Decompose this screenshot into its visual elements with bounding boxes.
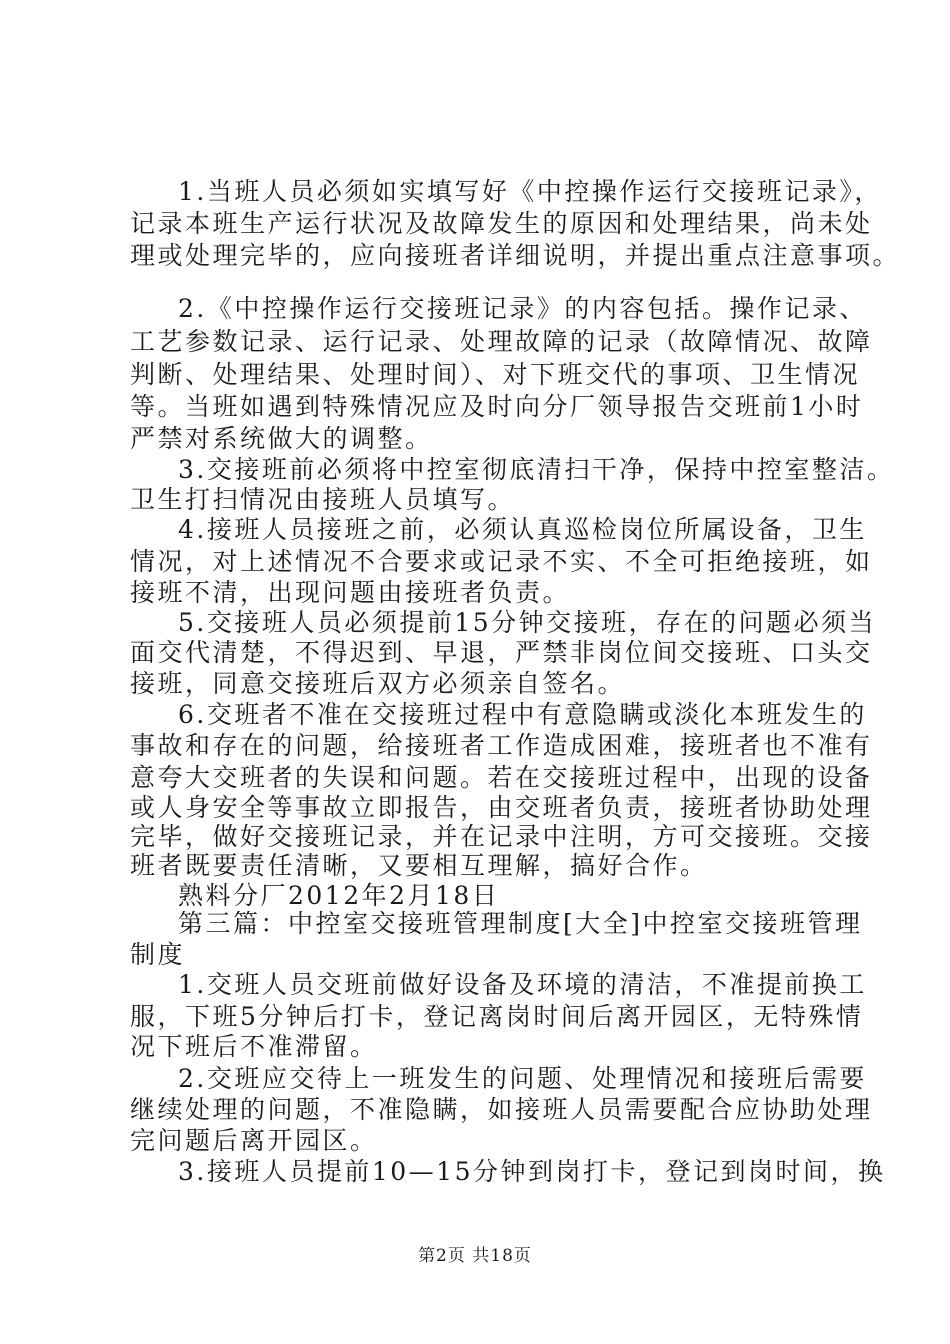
text-line: 4.接班人员接班之前，必须认真巡检岗位所属设备，卫生 — [178, 515, 867, 544]
text-line: 况下班后不准滞留。 — [130, 1032, 378, 1061]
text-line: 面交代清楚，不得迟到、早退，严禁非岗位间交接班、口头交 — [130, 638, 873, 667]
text-line: 3.接班人员提前10—15分钟到岗打卡，登记到岗时间，换 — [178, 1157, 886, 1186]
text-line: 判断、处理结果、处理时间）、对下班交代的事项、卫生情况 — [130, 360, 861, 389]
text-line: 熟料分厂2012年2月18日 — [178, 881, 500, 910]
text-line: 完问题后离开园区。 — [130, 1126, 378, 1155]
text-line: 工艺参数记录、运行记录、处理故障的记录（故障情况、故障 — [130, 327, 873, 356]
text-line: 1.交班人员交班前做好设备及环境的清洁，不准提前换工 — [178, 970, 867, 999]
text-line: 情况，对上述情况不合要求或记录不实、不全可拒绝接班，如 — [130, 547, 873, 576]
text-line: 5.交接班人员必须提前15分钟交接班，存在的问题必须当 — [178, 608, 877, 637]
text-line: 3.交接班前必须将中控室彻底清扫干净，保持中控室整洁。 — [178, 455, 895, 484]
text-line: 6.交班者不准在交接班过程中有意隐瞒或淡化本班发生的 — [178, 700, 867, 729]
text-line: 第三篇：中控室交接班管理制度[大全]中控室交接班管理 — [178, 909, 863, 938]
page-footer: 第2页 共18页 — [418, 1246, 532, 1266]
text-line: 2.交班应交待上一班发生的问题、处理情况和接班后需要 — [178, 1064, 867, 1093]
text-line: 继续处理的问题，不准隐瞒，如接班人员需要配合应协助处理 — [130, 1095, 873, 1124]
text-line: 1.当班人员必须如实填写好《中控操作运行交接班记录》， — [178, 177, 882, 206]
text-line: 2.《中控操作运行交接班记录》的内容包括。操作记录、 — [178, 294, 867, 323]
text-line: 接班不清，出现问题由接班者负责。 — [130, 578, 571, 607]
text-line: 或人身安全等事故立即报告，由交班者负责，接班者协助处理 — [130, 793, 873, 822]
text-line: 记录本班生产运行状况及故障发生的原因和处理结果，尚未处 — [130, 209, 873, 238]
text-line: 服，下班5分钟后打卡，登记离岗时间后离开园区，无特殊情 — [130, 1002, 864, 1031]
text-line: 严禁对系统做大的调整。 — [130, 424, 433, 453]
text-line: 接班，同意交接班后双方必须亲自签名。 — [130, 669, 626, 698]
text-line: 等。当班如遇到特殊情况应及时向分厂领导报告交班前1小时 — [130, 392, 864, 421]
text-line: 事故和存在的问题，给接班者工作造成困难，接班者也不准有 — [130, 731, 873, 760]
text-line: 理或处理完毕的，应向接班者详细说明，并提出重点注意事项。 — [130, 241, 901, 270]
text-line: 意夸大交班者的失误和问题。若在交接班过程中，出现的设备 — [130, 763, 873, 792]
text-line: 完毕，做好交接班记录，并在记录中注明，方可交接班。交接 — [130, 822, 873, 851]
text-line: 制度 — [130, 940, 186, 969]
text-line: 卫生打扫情况由接班人员填写。 — [130, 485, 516, 514]
text-line: 班者既要责任清晰，又要相互理解，搞好合作。 — [130, 851, 708, 880]
